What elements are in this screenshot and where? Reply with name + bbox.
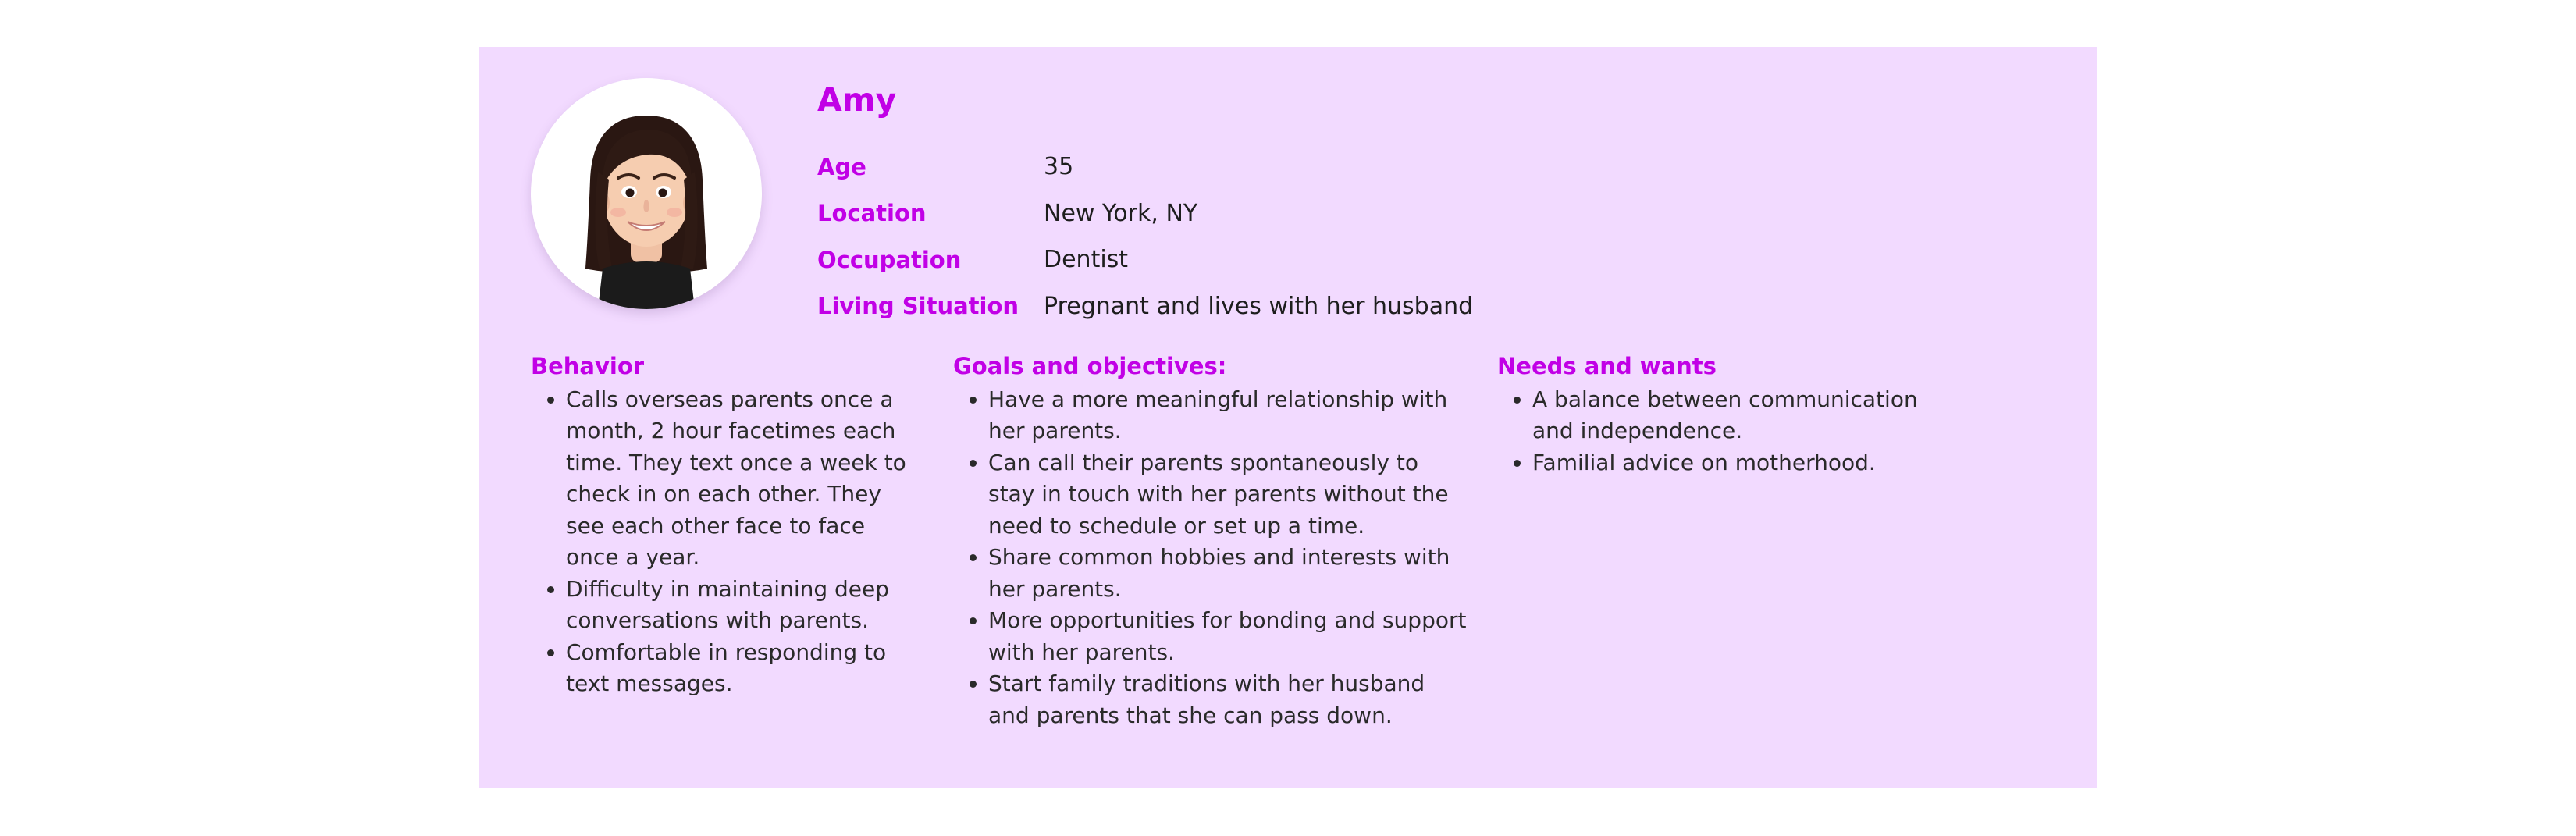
memoji-woman-avatar-icon <box>531 78 762 309</box>
goals-section <box>953 350 1468 731</box>
behavior-list <box>531 384 913 700</box>
needs-list <box>1497 384 1966 479</box>
detail-row-location <box>817 190 1473 237</box>
detail-label: Location <box>817 200 927 227</box>
section-title: Behavior <box>531 353 645 379</box>
list-item: • A balance between communication and independence. <box>1532 384 1966 447</box>
avatar <box>531 78 762 309</box>
list-item: • Comfortable in responding to text messages. <box>566 637 913 700</box>
detail-row-age <box>817 144 1473 190</box>
list-item: • Calls overseas parents once a month, 2 hour facetimes each time. They text once a week to check in on each other. They see each other face to face once a year. <box>566 384 913 574</box>
behavior-section <box>531 350 913 700</box>
detail-label: Age <box>817 153 866 180</box>
persona-details <box>817 144 1473 329</box>
persona-card <box>479 47 2097 788</box>
list-item: • Familial advice on motherhood. <box>1532 447 1966 479</box>
persona-name: Amy <box>817 81 897 119</box>
list-item: • Start family traditions with her husband and parents that she can pass down. <box>988 668 1468 731</box>
needs-section <box>1497 350 1966 478</box>
goals-list <box>953 384 1468 732</box>
detail-value: Dentist <box>1044 246 1129 274</box>
section-title: Needs and wants <box>1497 353 1717 379</box>
list-item: • Have a more meaningful relationship with her parents. <box>988 384 1468 447</box>
detail-value: 35 <box>1044 153 1074 181</box>
list-item: • Can call their parents spontaneously to stay in touch with her parents without the need to schedule or set up a time. <box>988 447 1468 543</box>
detail-label: Living Situation <box>817 293 1019 320</box>
list-item: • Difficulty in maintaining deep conversations with parents. <box>566 574 913 637</box>
list-item: • Share common hobbies and interests with her parents. <box>988 542 1468 605</box>
detail-value: New York, NY <box>1044 199 1198 227</box>
detail-value: Pregnant and lives with her husband <box>1044 292 1474 320</box>
list-item: • More opportunities for bonding and support with her parents. <box>988 605 1468 668</box>
detail-row-occupation <box>817 237 1473 283</box>
detail-row-living-situation <box>817 283 1473 330</box>
section-title: Goals and objectives: <box>953 353 1227 379</box>
detail-label: Occupation <box>817 246 962 273</box>
